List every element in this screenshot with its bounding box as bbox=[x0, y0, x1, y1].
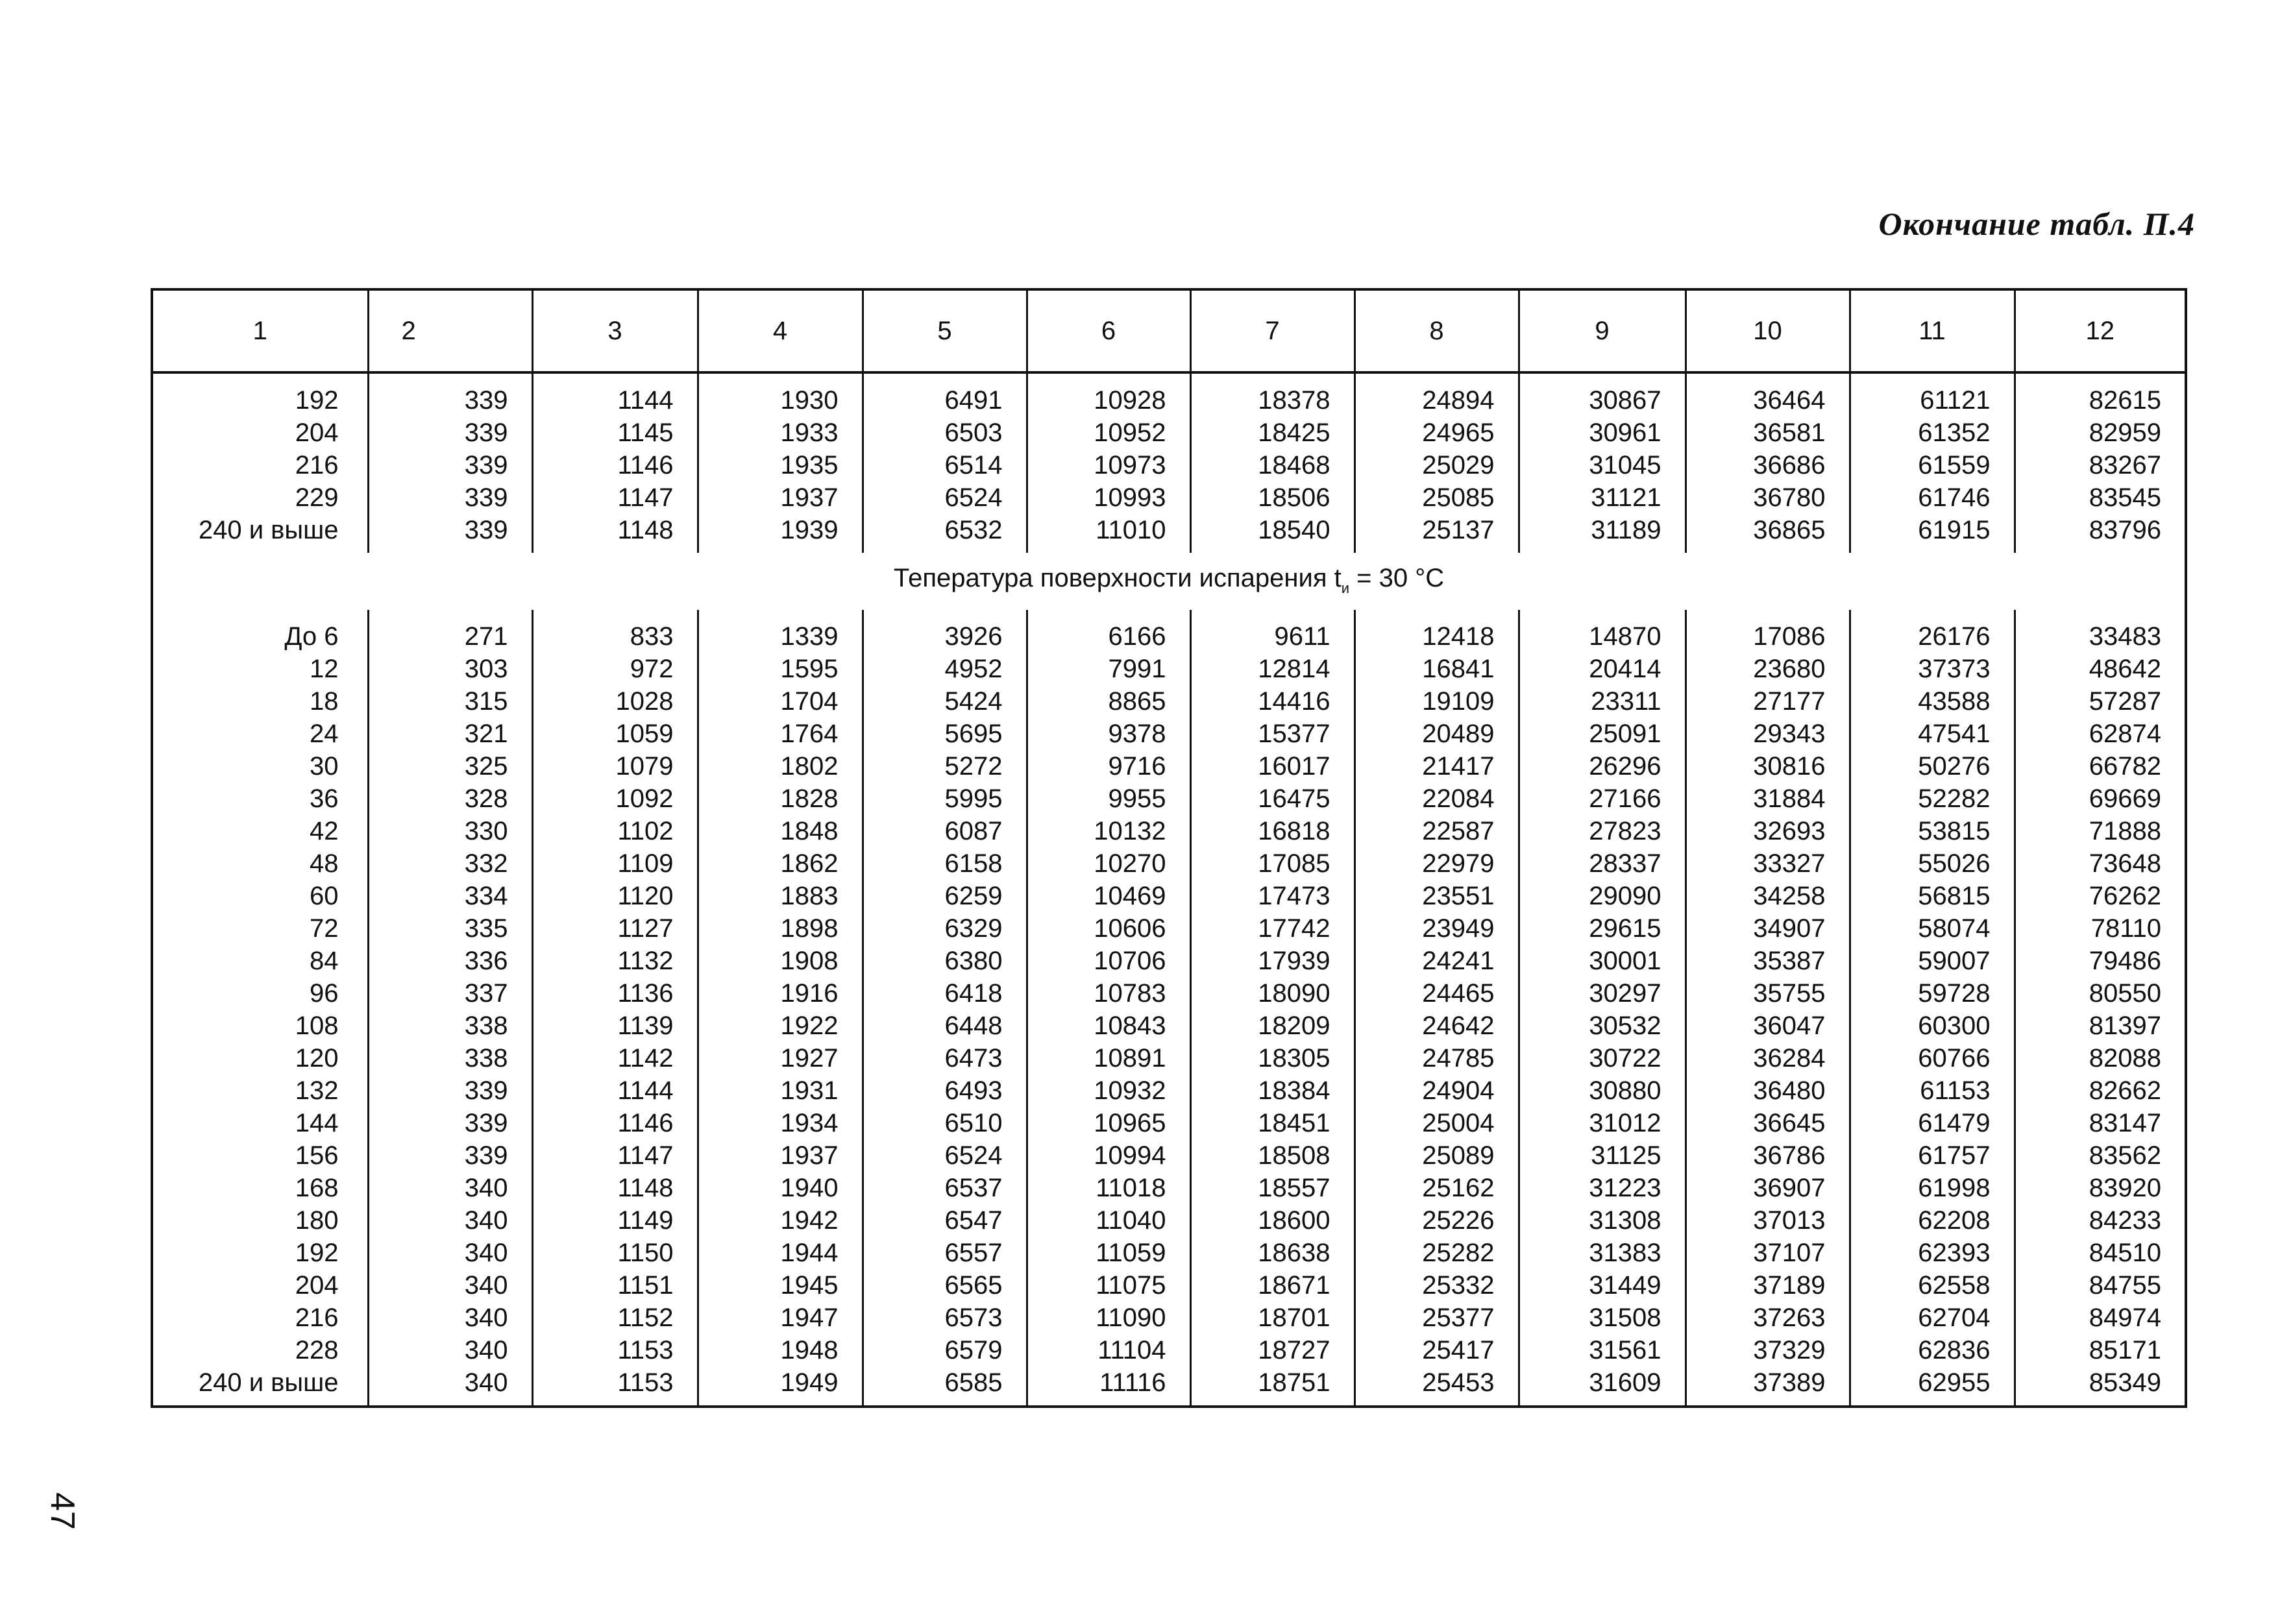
table-cell: 14870 20414 23311 25091 26296 27166 27823 28337 29090 29615 30001 30297 30532 30722 30880 31012 31125 31223 31308 31383 31449 31508 31561 31609 bbox=[1519, 610, 1685, 1407]
column-header: 1 bbox=[152, 289, 368, 372]
table-cell: 1930 1933 1935 1937 1939 bbox=[698, 372, 863, 553]
table-row bbox=[152, 372, 2186, 553]
section-title-subscript: и bbox=[1341, 580, 1350, 596]
table-cell: 1144 1145 1146 1147 1148 bbox=[532, 372, 698, 553]
table-cell: 61121 61352 61559 61746 61915 bbox=[1850, 372, 2015, 553]
column-header: 2 bbox=[368, 289, 532, 372]
table-cell: 6491 6503 6514 6524 6532 bbox=[863, 372, 1027, 553]
section-title-prefix: Тепература поверхности испарения t bbox=[893, 564, 1342, 592]
table-cell: 271 303 315 321 325 328 330 332 334 335 336 337 338 338 339 339 339 340 340 340 340 340 340 340 bbox=[368, 610, 532, 1407]
table-cell: 36464 36581 36686 36780 36865 bbox=[1685, 372, 1850, 553]
table-cell: 6166 7991 8865 9378 9716 9955 10132 10270 10469 10606 10706 10783 10843 10891 10932 10965 10994 11018 11040 11059 11075 11090 11104 11116 bbox=[1027, 610, 1190, 1407]
column-header: 7 bbox=[1190, 289, 1355, 372]
column-header: 5 bbox=[863, 289, 1027, 372]
table-cell: До 6 12 18 24 30 36 42 48 60 72 84 96 108 120 132 144 156 168 180 192 204 216 228 240 и выше bbox=[198, 622, 339, 1397]
table-cell: 12418 16841 19109 20489 21417 22084 22587 22979 23551 23949 24241 24465 24642 24785 24904 25004 25089 25162 25226 25282 25332 25377 25417 25453 bbox=[1355, 610, 1519, 1407]
table-cell: 10928 10952 10973 10993 11010 bbox=[1027, 372, 1190, 553]
section-title bbox=[152, 553, 2186, 610]
table-cell: 24894 24965 25029 25085 25137 bbox=[1355, 372, 1519, 553]
table-row bbox=[152, 610, 2186, 1407]
header-row bbox=[152, 289, 2186, 372]
table-cell: 9611 12814 14416 15377 16017 16475 16818 17085 17473 17742 17939 18090 18209 18305 18384 18451 18508 18557 18600 18638 18671 18701 18727 18751 bbox=[1190, 610, 1355, 1407]
table-cell: 1339 1595 1704 1764 1802 1828 1848 1862 1883 1898 1908 1916 1922 1927 1931 1934 1937 1940 1942 1944 1945 1947 1948 1949 bbox=[698, 610, 863, 1407]
column-header: 8 bbox=[1355, 289, 1519, 372]
column-header: 10 bbox=[1685, 289, 1850, 372]
data-table bbox=[151, 288, 2187, 1408]
column-header: 3 bbox=[532, 289, 698, 372]
column-header: 12 bbox=[2015, 289, 2186, 372]
column-header: 6 bbox=[1027, 289, 1190, 372]
table-cell: 18378 18425 18468 18506 18540 bbox=[1190, 372, 1355, 553]
table-cell: 339 339 339 339 339 bbox=[368, 372, 532, 553]
table-cell: 30867 30961 31045 31121 31189 bbox=[1519, 372, 1685, 553]
table-block-1 bbox=[152, 372, 2186, 553]
table-cell: 192 204 216 229 240 и выше bbox=[198, 386, 339, 544]
section-title-group bbox=[152, 553, 2186, 610]
section-title-suffix: = 30 °C bbox=[1349, 564, 1445, 592]
table-cell: 833 972 1028 1059 1079 1092 1102 1109 1120 1127 1132 1136 1139 1142 1144 1146 1147 1148 1149 1150 1151 1152 1153 1153 bbox=[532, 610, 698, 1407]
section-title-row bbox=[152, 553, 2186, 610]
table-cell: 26176 37373 43588 47541 50276 52282 53815 55026 56815 58074 59007 59728 60300 60766 61153 61479 61757 61998 62208 62393 62558 62704 62836 62955 bbox=[1850, 610, 2015, 1407]
table-caption: Окончание табл. П.4 bbox=[1878, 206, 2195, 242]
table-cell: 33483 48642 57287 62874 66782 69669 71888 73648 76262 78110 79486 80550 81397 82088 82662 83147 83562 83920 84233 84510 84755 84974 85171 85349 bbox=[2015, 610, 2186, 1407]
page-number: 47 bbox=[43, 1492, 81, 1530]
column-header: 11 bbox=[1850, 289, 2015, 372]
column-header: 4 bbox=[698, 289, 863, 372]
table-cell: 3926 4952 5424 5695 5272 5995 6087 6158 6259 6329 6380 6418 6448 6473 6493 6510 6524 6537 6547 6557 6565 6573 6579 6585 bbox=[863, 610, 1027, 1407]
table-cell: 82615 82959 83267 83545 83796 bbox=[2015, 372, 2186, 553]
column-header: 9 bbox=[1519, 289, 1685, 372]
table-block-2 bbox=[152, 610, 2186, 1407]
table-cell: 17086 23680 27177 29343 30816 31884 32693 33327 34258 34907 35387 35755 36047 36284 36480 36645 36786 36907 37013 37107 37189 37263 37329 37389 bbox=[1685, 610, 1850, 1407]
